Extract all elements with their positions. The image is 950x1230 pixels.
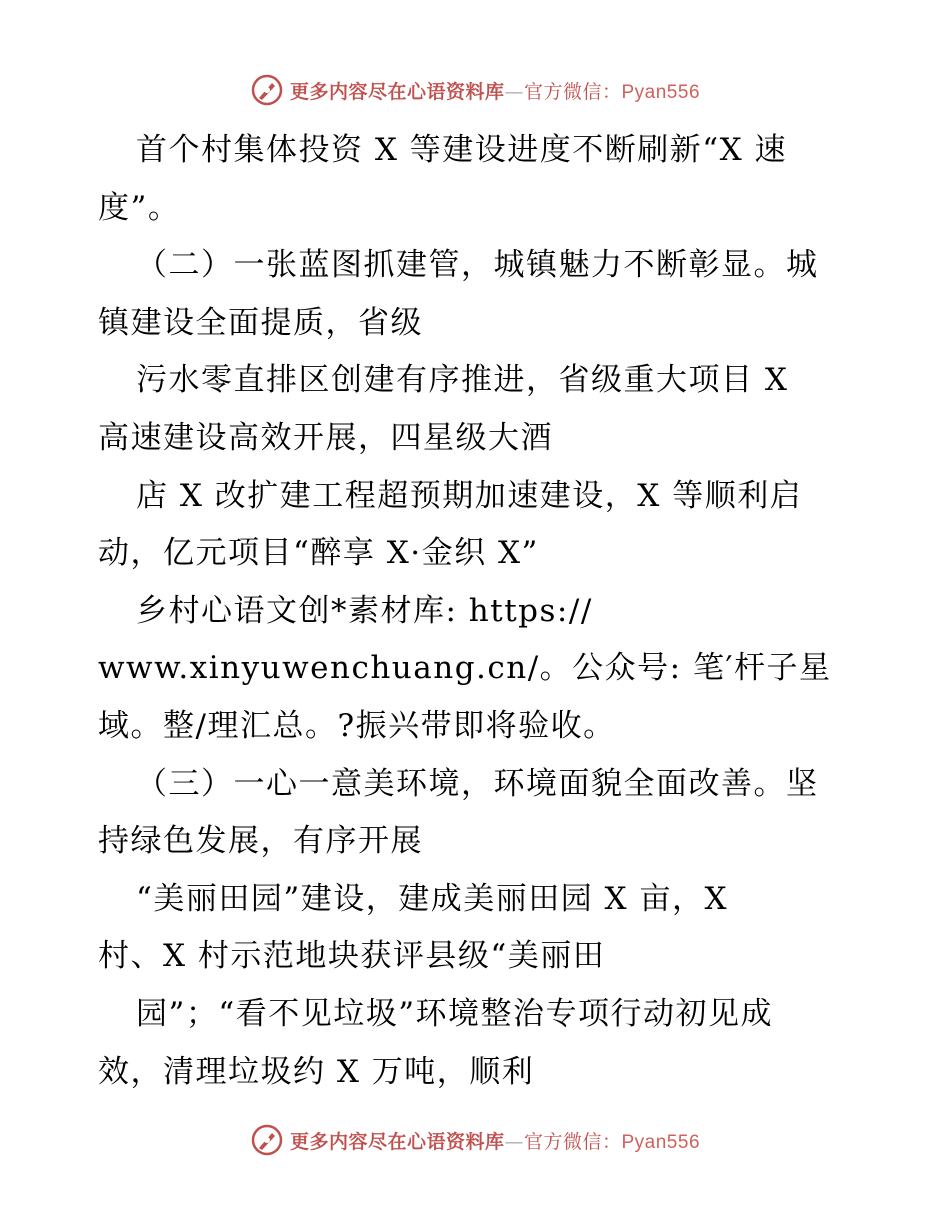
footer-wechat-id: Pyan556 [621,1131,701,1153]
body-line: （二）一张蓝图抓建管，城镇魅力不断彰显。城 [136,247,819,284]
body-line: 污水零直排区创建有序推进，省级重大项目 X [136,362,789,399]
body-line: 域。整/理汇总。?振兴带即将验收。 [98,707,616,744]
header-wechat-id: Pyan556 [621,81,701,103]
footer-separator: — [504,1130,524,1153]
body-line: www.xinyuwenchuang.cn/。公众号: 笔′杆子星 [98,650,832,687]
body-line: 度”。 [98,189,181,226]
body-line: 动，亿元项目“醉享 X·金织 X” [98,535,539,572]
footer-wechat-label: 官方微信： [523,1130,622,1153]
header-separator: — [504,80,524,103]
body-line: 园”；“看不见垃圾”环境整治专项行动初见成 [136,995,774,1032]
pen-circle-logo-icon [250,1123,284,1157]
body-line: 店 X 改扩建工程超预期加速建设，X 等顺利启 [136,477,803,514]
body-line: 首个村集体投资 X 等建设进度不断刷新“X 速 [136,132,788,168]
header-wechat-label: 官方微信： [523,80,622,103]
body-line: （三）一心一意美环境，环境面貌全面改善。坚 [136,765,819,802]
body-line: 持绿色发展，有序开展 [98,823,423,860]
pen-circle-logo-icon [250,73,284,107]
body-line: 高速建设高效开展，四星级大酒 [98,419,553,456]
body-line: 乡村心语文创*素材库: https:// [136,592,593,629]
footer-banner [0,1120,950,1160]
body-line: 效，清理垃圾约 X 万吨，顺利 [98,1053,535,1090]
footer-text [290,1127,700,1154]
body-line: 村、X 村示范地块获评县级“美丽田 [98,938,606,975]
header-banner [0,70,950,110]
body-line: 镇建设全面提质，省级 [98,304,423,341]
document-body [98,122,858,1101]
header-text [290,77,700,104]
body-line: “美丽田园”建设，建成美丽田园 X 亩，X [136,880,729,917]
header-title: 更多内容尽在心语资料库 [289,80,505,103]
footer-title: 更多内容尽在心语资料库 [289,1130,505,1153]
